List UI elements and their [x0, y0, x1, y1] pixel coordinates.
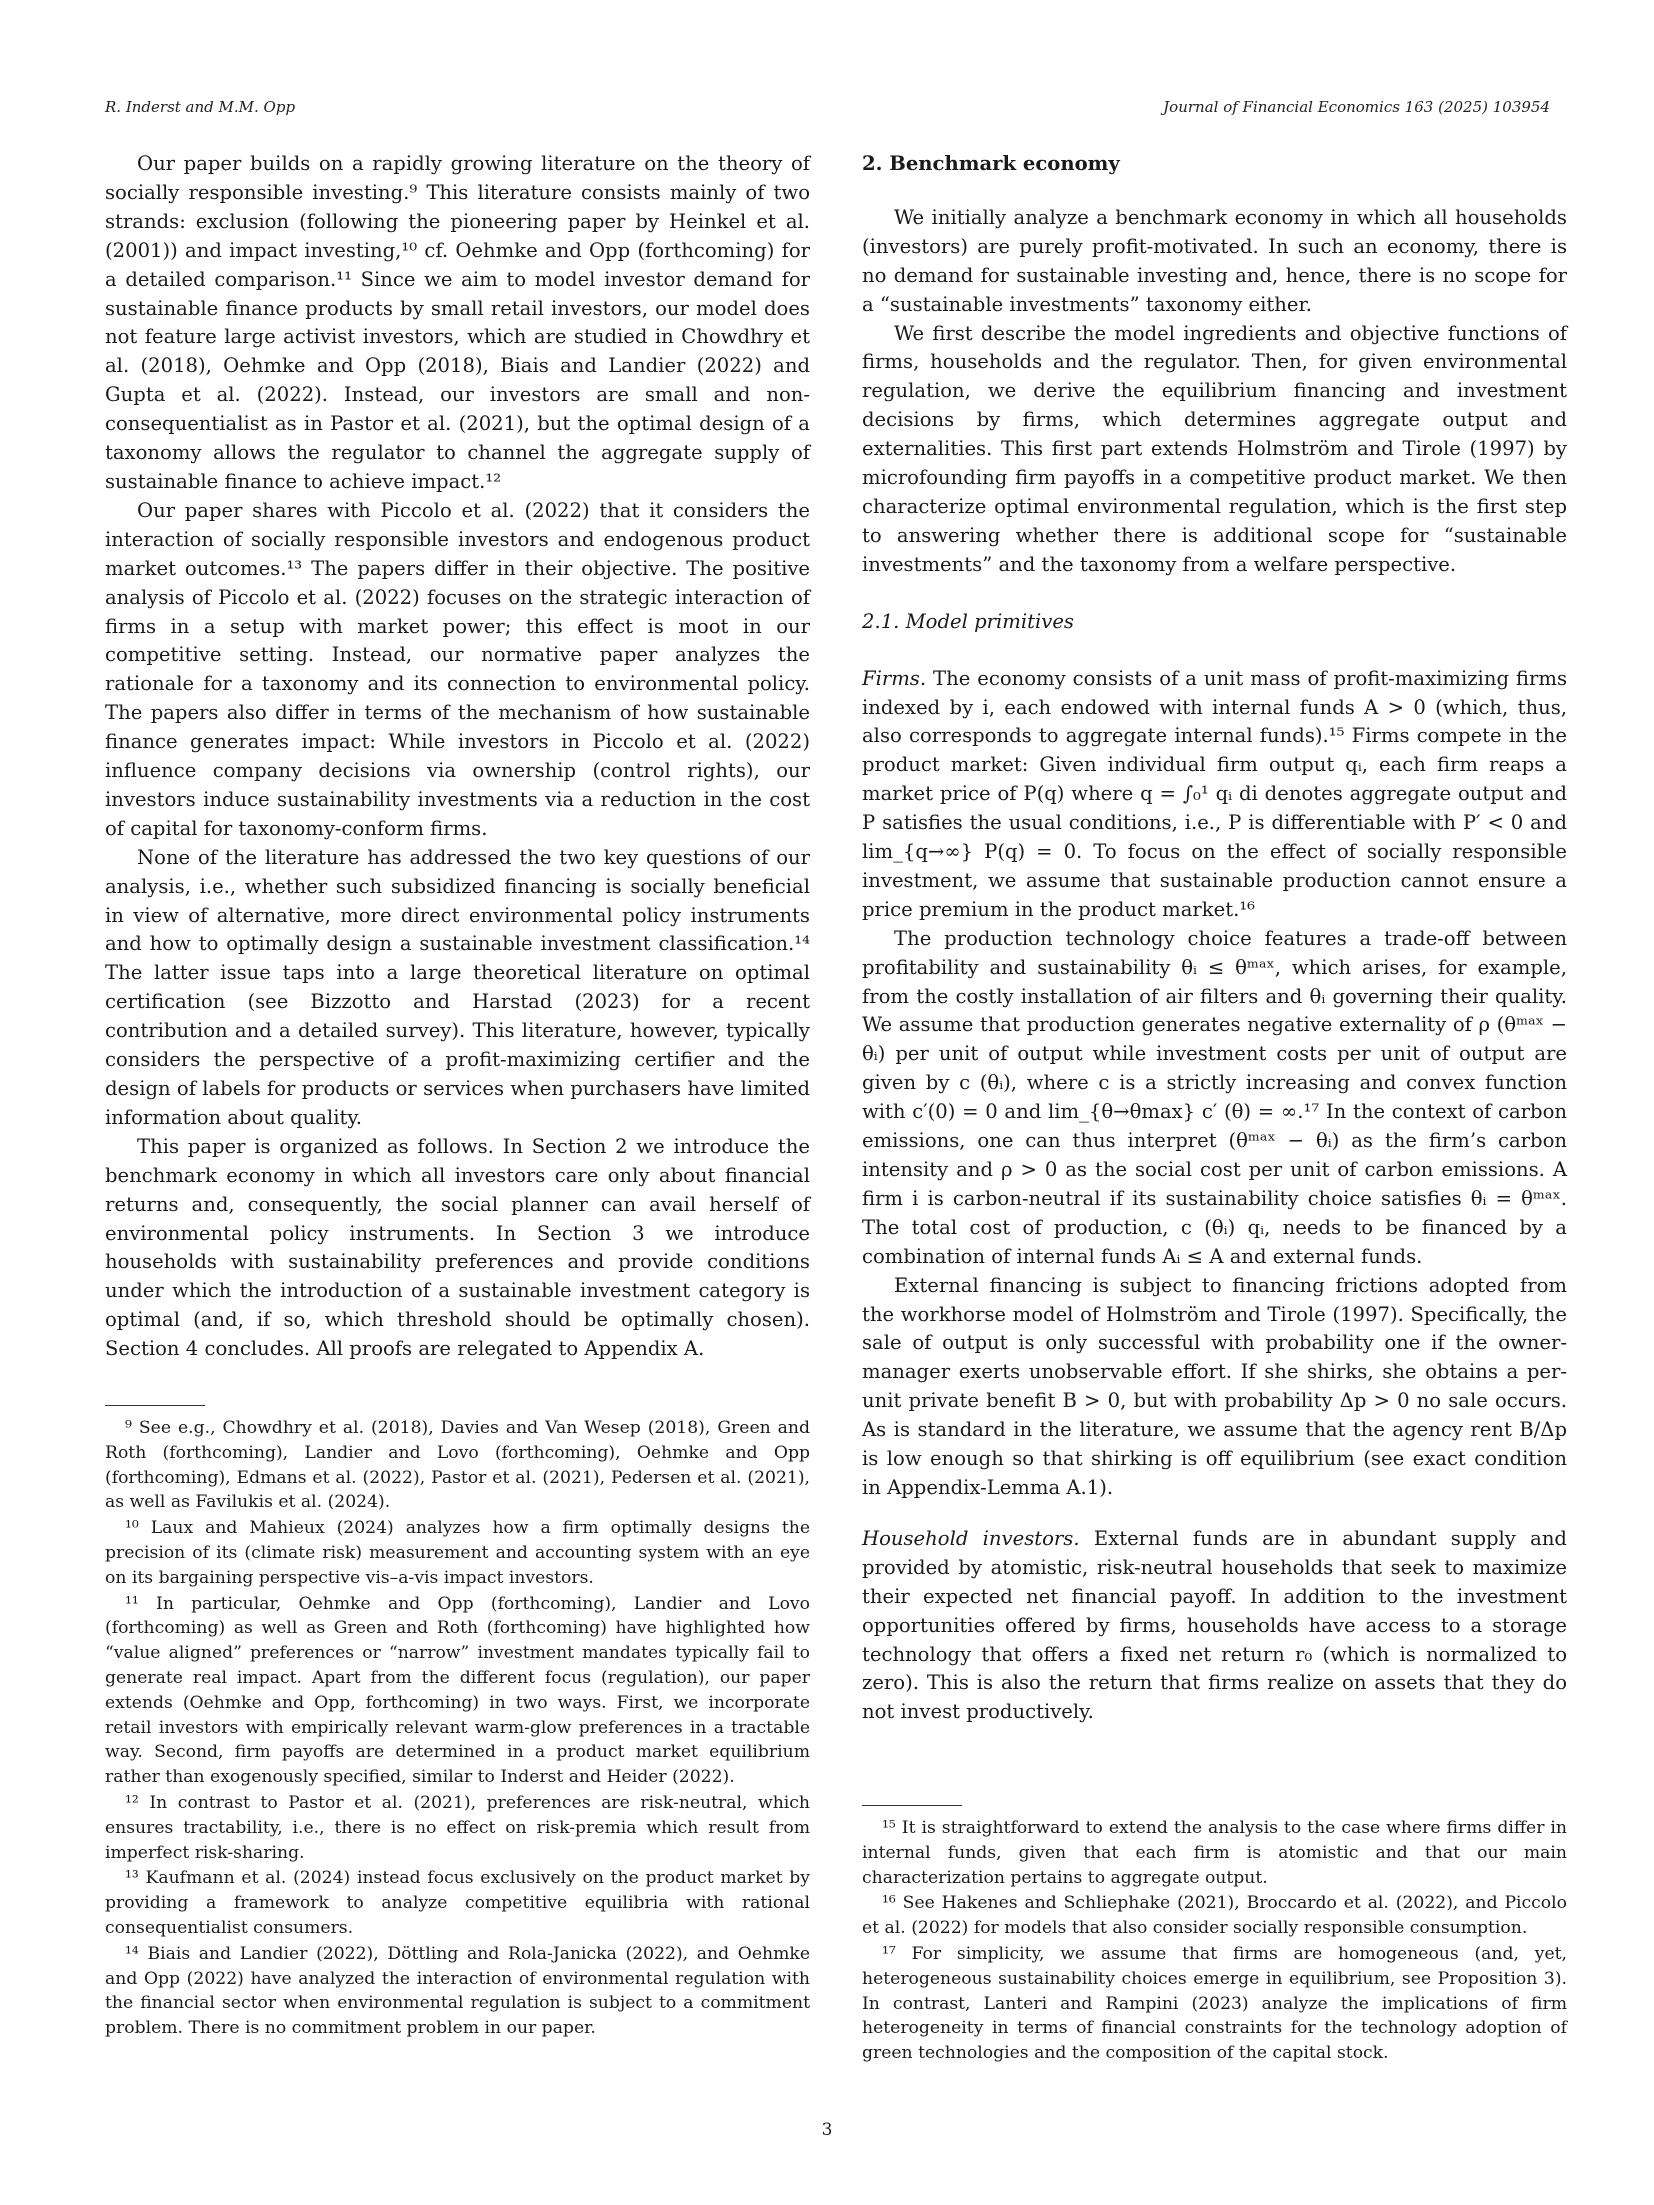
firms-text: The economy consists of a unit mass of profit-maximizing firms indexed by i, each endowed with internal funds A > 0 (which, thus, also corresponds to aggregate internal funds).¹⁵ Firms compete in the product market: Given individual firm output qᵢ, each firm reaps a market price of P(q) where q = ∫₀¹ qᵢ di denotes aggregate output and P satisfies the usual conditions, i.e., P is differentiable with P′ < 0 and lim_{q→∞} P(q) = 0. To focus on the effect of socially responsible investment, we assume that sustainable production cannot ensure a price premium in the product market.¹⁶: [862, 666, 1567, 921]
paragraph-literature-1: Our paper builds on a rapidly growing literature on the theory of socially responsible investing.⁹ This literature consists mainly of two strands: exclusion (following the pioneering paper by Heinkel et al. (2001)) and impact investing,¹⁰ cf. Oehmke and Opp (forthcoming) for a detailed comparison.¹¹ Since we aim to model investor demand for sustainable finance products by small retail investors, our model does not feature large activist investors, which are studied in Chowdhry et al. (2018), Oehmke and Opp (2018), Biais and Landier (2022) and Gupta et al. (2022). Instead, our investors are small and non-consequentialist as in Pastor et al. (2021), but the optimal design of a taxonomy allows the regulator to channel the aggregate supply of sustainable finance to achieve impact.¹²: [105, 152, 810, 493]
running-head-journal: Journal of Financial Economics 163 (2025) 103954: [1163, 98, 1550, 116]
paragraph-technology: The production technology choice features a trade-off between profitability and sustainability θᵢ ≤ θᵐᵃˣ, which arises, for example, from the costly installation of air filters and θᵢ governing their quality. We assume that production generates negative externality of ρ (θᵐᵃˣ − θᵢ) per unit of output while investment costs per unit of output are given by c (θᵢ), where c is a strictly increasing and convex function with c′(0) = 0 and lim_{θ→θmax} c′ (θ) = ∞.¹⁷ In the context of carbon emissions, one can thus interpret (θᵐᵃˣ − θᵢ) as the firm’s carbon intensity and ρ > 0 as the social cost per unit of carbon emissions. A firm i is carbon-neutral if its sustainability choice satisfies θᵢ = θᵐᵃˣ. The total cost of production, c (θᵢ) qᵢ, needs to be financed by a combination of internal funds Aᵢ ≤ A and external funds.: [862, 926, 1567, 1268]
footnote-15: ¹⁵ It is straightforward to extend the analysis to the case where firms differ in internal funds, given that each firm is atomistic and that our main characterization pertains to aggregate output.: [862, 1818, 1567, 1888]
households-label: Household investors.: [862, 1526, 1080, 1550]
paragraph-households: [862, 1525, 1567, 1727]
right-column: [862, 150, 1567, 2064]
footnote-10: ¹⁰ Laux and Mahieux (2024) analyzes how a firm optimally designs the precision of its (climate risk) measurement and accounting system with an eye on its bargaining perspective vis–a-vis impact investors.: [105, 1518, 810, 1588]
firms-label: Firms.: [862, 666, 927, 690]
footnote-rule: [105, 1405, 205, 1406]
footnotes-left: [105, 1405, 810, 2042]
running-head-authors: R. Inderst and M.M. Opp: [105, 98, 296, 116]
footnote-9: ⁹ See e.g., Chowdhry et al. (2018), Davies and Van Wesep (2018), Green and Roth (forthcoming), Landier and Lovo (forthcoming), Oehmke and Opp (forthcoming), Edmans et al. (2022), Pastor et al. (2021), Pedersen et al. (2021), as well as Favilukis et al. (2024).: [105, 1418, 810, 1513]
paragraph-literature-2: Our paper shares with Piccolo et al. (2022) that it considers the interaction of socially responsible investors and endogenous product market outcomes.¹³ The papers differ in their objective. The positive analysis of Piccolo et al. (2022) focuses on the strategic interaction of firms in a setup with market power; this effect is moot in our competitive setting. Instead, our normative paper analyzes the rationale for a taxonomy and its connection to environmental policy. The papers also differ in terms of the mechanism of how sustainable finance generates impact: While investors in Piccolo et al. (2022) influence company decisions via ownership (control rights), our investors induce sustainability investments via a reduction in the cost of capital for taxonomy-conform firms.: [105, 498, 810, 840]
households-text: External funds are in abundant supply and provided by atomistic, risk-neutral households that seek to maximize their expected net financial payoff. In addition to the investment opportunities offered by firms, households have access to a storage technology that offers a fixed net return r₀ (which is normalized to zero). This is also the return that firms realize on assets that they do not invest productively.: [862, 1526, 1567, 1724]
footnote-17: ¹⁷ For simplicity, we assume that firms are homogeneous (and, yet, heterogeneous sustainability choices emerge in equilibrium, see Proposition 3). In contrast, Lanteri and Rampini (2023) analyze the implications of firm heterogeneity in terms of financial constraints for the technology adoption of green technologies and the composition of the capital stock.: [862, 1943, 1567, 2064]
subsection-heading: 2.1. Model primitives: [862, 609, 1074, 633]
paragraph-firms: [862, 665, 1567, 925]
footnote-13: ¹³ Kaufmann et al. (2024) instead focus exclusively on the product market by providing a framework to analyze competitive equilibria with rational consequentialist consumers.: [105, 1868, 810, 1938]
left-column: [105, 150, 810, 2039]
footnote-16: ¹⁶ See Hakenes and Schliephake (2021), Broccardo et al. (2022), and Piccolo et al. (2022) for models that also consider socially responsible consumption.: [862, 1893, 1567, 1939]
footnotes-right: [862, 1805, 1567, 2067]
paragraph-benchmark-1: We initially analyze a benchmark economy in which all households (investors) are purely profit-motivated. In such an economy, there is no demand for sustainable investing and, hence, there is no scope for a “sustainable investments” taxonomy either.: [862, 205, 1567, 316]
footnote-rule: [862, 1805, 962, 1806]
footnote-11: ¹¹ In particular, Oehmke and Opp (forthcoming), Landier and Lovo (forthcoming) as well as Green and Roth (forthcoming) have highlighted how “value aligned” preferences or “narrow” investment mandates typically fail to generate real impact. Apart from the different focus (regulation), our paper extends (Oehmke and Opp, forthcoming) in two ways. First, we incorporate retail investors with empirically relevant warm-glow preferences in a tractable way. Second, firm payoffs are determined in a product market equilibrium rather than exogenously specified, similar to Inderst and Heider (2022).: [105, 1593, 810, 1788]
footnote-14: ¹⁴ Biais and Landier (2022), Döttling and Rola-Janicka (2022), and Oehmke and Opp (2022) have analyzed the interaction of environmental regulation with the financial sector when environmental regulation is subject to a commitment problem. There is no commitment problem in our paper.: [105, 1943, 810, 2039]
section-heading: 2. Benchmark economy: [862, 152, 1120, 175]
paragraph-benchmark-2: We first describe the model ingredients and objective functions of firms, households and the regulator. Then, for given environmental regulation, we derive the equilibrium financing and investment decisions by firms, which determines aggregate output and externalities. This first part extends Holmström and Tirole (1997) by microfounding firm payoffs in a competitive product market. We then characterize optimal environmental regulation, which is the first step to answering whether there is additional scope for “sustainable investments” and the taxonomy from a welfare perspective.: [862, 321, 1567, 576]
paragraph-organization: This paper is organized as follows. In Section 2 we introduce the benchmark economy in which all investors care only about financial returns and, consequently, the social planner can avail herself of environmental policy instruments. In Section 3 we introduce households with sustainability preferences and provide conditions under which the introduction of a sustainable investment category is optimal (and, if so, which threshold should be optimally chosen). Section 4 concludes. All proofs are relegated to Appendix A.: [105, 1134, 810, 1361]
page-number: 3: [821, 2120, 833, 2140]
paragraph-literature-3: None of the literature has addressed the two key questions of our analysis, i.e., whether such subsidized financing is socially beneficial in view of alternative, more direct environmental policy instruments and how to optimally design a sustainable investment classification.¹⁴ The latter issue taps into a large theoretical literature on optimal certification (see Bizzotto and Harstad (2023) for a recent contribution and a detailed survey). This literature, however, typically considers the perspective of a profit-maximizing certifier and the design of labels for products or services when purchasers have limited information about quality.: [105, 845, 810, 1129]
footnote-12: ¹² In contrast to Pastor et al. (2021), preferences are risk-neutral, which ensures tractability, i.e., there is no effect on risk-premia which result from imperfect risk-sharing.: [105, 1792, 810, 1863]
paragraph-external-financing: External financing is subject to financing frictions adopted from the workhorse model of Holmström and Tirole (1997). Specifically, the sale of output is only successful with probability one if the owner-manager exerts unobservable effort. If she shirks, she obtains a per-unit private benefit B > 0, but with probability Δp > 0 no sale occurs. As is standard in the literature, we assume that the agency rent B/Δp is low enough so that shirking is off equilibrium (see exact condition in Appendix-Lemma A.1).: [862, 1273, 1567, 1499]
